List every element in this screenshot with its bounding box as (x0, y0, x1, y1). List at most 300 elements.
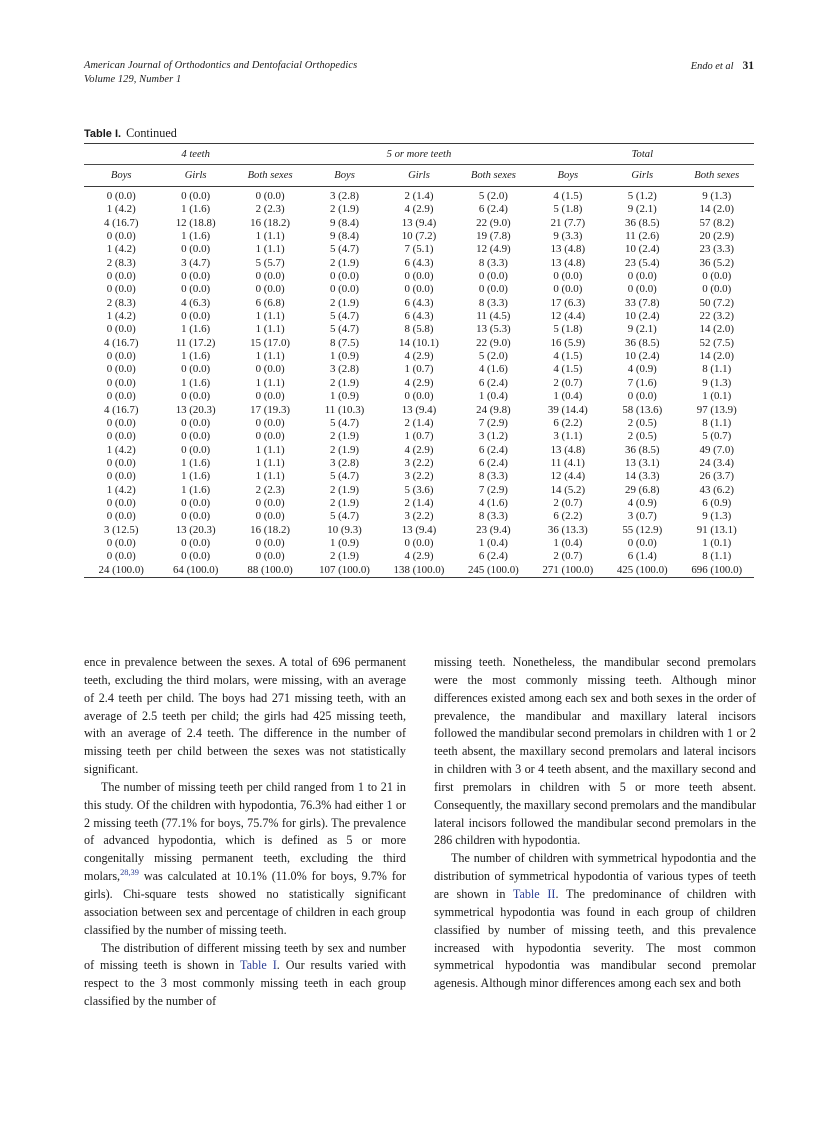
table-cell: 22 (3.2) (699, 310, 734, 323)
table-cell: 20 (2.9) (699, 230, 734, 243)
table-cell: 50 (7.2) (699, 296, 734, 309)
table-bottom-rule (84, 577, 754, 578)
table-cell: 0 (0.0) (255, 390, 285, 403)
table-row (84, 484, 754, 497)
paragraph-left-2-part-a: The number of missing teeth per child ranged from 1 to 21 in this study. Of the children with hypodontia, 76.3% had either 1 or 2 missing teeth (77.1% for boys, 75.7% for girls). The prevalence of advanced hypodontia, which is defined as 5 or more congenitally missing permanent teeth, excluding the third molars, (84, 779, 406, 884)
table-row (84, 257, 754, 270)
column-header-row (84, 165, 754, 187)
table-cell: 2 (1.9) (330, 443, 360, 456)
table-cell: 13 (9.4) (401, 216, 437, 229)
table-cell: 1 (4.2) (106, 310, 136, 323)
table-cell: 26 (3.7) (699, 470, 734, 483)
table-cell: 1 (0.9) (330, 536, 360, 549)
table-cell: 11 (2.6) (625, 230, 660, 243)
table-cell: 6 (1.4) (627, 550, 657, 563)
table-cell: 13 (20.3) (175, 403, 216, 416)
table-row (84, 404, 754, 417)
table-cell: 3 (12.5) (103, 523, 139, 536)
table-cell: 8 (7.5) (330, 336, 360, 349)
table-cell: 7 (2.9) (478, 416, 508, 429)
table-cell: 0 (0.0) (181, 190, 211, 202)
group-header-total: Total (531, 144, 754, 165)
table-body (84, 187, 754, 577)
group-header-4-teeth: 4 teeth (84, 144, 307, 165)
table-row (84, 230, 754, 243)
table-cell: 0 (0.0) (181, 390, 211, 403)
table-cell: 36 (13.3) (547, 523, 588, 536)
col-header-bothsexes-total: Both sexes (680, 165, 755, 187)
table-total-cell: 24 (100.0) (98, 563, 144, 576)
table-cell: 1 (1.6) (181, 230, 211, 243)
table-cell: 7 (1.6) (627, 376, 657, 389)
article-authors: Endo et al (690, 61, 734, 72)
col-header-bothsexes-4teeth: Both sexes (233, 165, 307, 187)
table-cell: 17 (19.3) (250, 403, 291, 416)
table-cell: 14 (2.0) (699, 203, 734, 216)
table-cell: 16 (5.9) (550, 336, 586, 349)
table-cell: 0 (0.0) (255, 416, 285, 429)
table-cell: 8 (3.3) (478, 470, 508, 483)
table-cell: 1 (0.4) (478, 536, 508, 549)
paragraph-left-1: ence in prevalence between the sexes. A total of 696 permanent teeth, excluding the third molars, were missing, with an average of 2.4 teeth per child. The boys had 271 missing teeth, with an average of 2.5 teeth per child; the girls had 425 missing teeth, with an average of 2.4 teeth. The difference in the number of missing teeth per child between the sexes was not statistically significant. (84, 655, 406, 777)
table-cell: 1 (0.9) (330, 390, 360, 403)
table-cell: 0 (0.0) (106, 510, 136, 523)
col-header-bothsexes-5ormore: Both sexes (456, 165, 530, 187)
table-cell: 3 (1.1) (553, 430, 583, 443)
table-cell: 1 (1.1) (255, 376, 285, 389)
table-cell: 55 (12.9) (622, 523, 663, 536)
table-cell: 33 (7.8) (625, 296, 660, 309)
table-cell: 5 (4.7) (330, 323, 360, 336)
table-cell: 6 (2.2) (553, 510, 583, 523)
table-cell: 0 (0.0) (106, 536, 136, 549)
table-cell: 0 (0.0) (627, 390, 657, 403)
table-row (84, 350, 754, 363)
table-cell: 4 (1.6) (478, 496, 508, 509)
table-cell: 0 (0.0) (404, 390, 434, 403)
table-cell: 17 (6.3) (550, 296, 586, 309)
table-total-cell: 64 (100.0) (172, 563, 219, 576)
table-cell: 0 (0.0) (181, 283, 211, 296)
table-cell: 0 (0.0) (255, 283, 285, 296)
table-cell: 2 (1.9) (330, 550, 360, 563)
table-cell: 0 (0.0) (181, 510, 211, 523)
table-cell: 4 (1.5) (553, 190, 583, 202)
table-cell: 4 (2.9) (404, 550, 434, 563)
table-cell: 9 (1.3) (702, 190, 732, 202)
table-cell: 1 (0.7) (404, 430, 434, 443)
table-cell: 91 (13.1) (696, 523, 737, 536)
table-row (84, 417, 754, 430)
table-cell: 21 (7.7) (550, 216, 586, 229)
table-cell: 1 (1.1) (255, 310, 285, 323)
col-header-girls-5ormore: Girls (382, 165, 456, 187)
table-cell: 58 (13.6) (622, 403, 663, 416)
table-cell: 49 (7.0) (699, 443, 734, 456)
table-cell: 0 (0.0) (255, 510, 285, 523)
table-cell: 1 (1.1) (255, 243, 285, 256)
table-total-cell: 271 (100.0) (542, 563, 594, 576)
table-cell: 0 (0.0) (106, 350, 136, 363)
table-cell: 24 (9.8) (476, 403, 511, 416)
table-cell: 1 (1.1) (255, 456, 285, 469)
table-cell: 8 (3.3) (478, 510, 508, 523)
table-cell: 4 (2.9) (404, 203, 434, 216)
table-cell: 5 (2.0) (478, 190, 508, 202)
table-cell: 12 (4.9) (476, 243, 511, 256)
running-head (84, 59, 754, 93)
table-cell: 3 (2.8) (330, 456, 360, 469)
table-cell: 1 (0.4) (553, 536, 583, 549)
col-header-boys-5ormore: Boys (307, 165, 381, 187)
table-cell: 29 (6.8) (625, 483, 660, 496)
table-cell: 1 (1.1) (255, 323, 285, 336)
table-cell: 13 (3.1) (625, 456, 660, 469)
table-cell: 3 (2.2) (404, 470, 434, 483)
page-number: 31 (742, 60, 754, 72)
table-cell: 0 (0.0) (404, 283, 434, 296)
table-cell: 0 (0.0) (106, 323, 136, 336)
col-header-boys-total: Boys (531, 165, 605, 187)
table-row (84, 550, 754, 563)
paragraph-left-2 (84, 779, 406, 940)
table-cell: 13 (9.4) (401, 523, 437, 536)
table-cell: 5 (4.7) (330, 510, 360, 523)
paragraph-left-3-part-b: . Our results varied with respect to the 3 most commonly missing teeth in each group classified by the number of (84, 958, 406, 1009)
table-cell: 0 (0.0) (553, 270, 583, 283)
table-cell: 5 (4.7) (330, 416, 360, 429)
table-2-crossref-link[interactable]: Table II (512, 886, 556, 901)
table-cell: 1 (0.4) (553, 390, 583, 403)
table-cell: 13 (20.3) (175, 523, 216, 536)
table-cell: 0 (0.0) (478, 283, 508, 296)
table-head (84, 144, 754, 187)
table-cell: 0 (0.0) (106, 270, 136, 283)
table-cell: 5 (3.6) (404, 483, 434, 496)
col-header-girls-total: Girls (605, 165, 679, 187)
table-cell: 16 (18.2) (250, 216, 291, 229)
table-cell: 2 (0.7) (553, 376, 583, 389)
journal-title-block (84, 59, 357, 87)
paragraph-right-2-part-a: The number of children with symmetrical hypodontia and the distribution of symmetrical hypodontia of various types of teeth are shown in (434, 851, 756, 901)
table-total-cell: 696 (100.0) (691, 563, 743, 576)
table-cell: 1 (1.6) (181, 203, 211, 216)
table-cell: 1 (1.6) (181, 456, 211, 469)
table-cell: 0 (0.0) (106, 390, 136, 403)
table-cell: 9 (8.4) (330, 216, 360, 229)
group-header-5-or-more: 5 or more teeth (307, 144, 530, 165)
table-cell: 13 (4.8) (550, 243, 586, 256)
table-cell: 2 (0.7) (553, 496, 583, 509)
table-cell: 3 (2.2) (404, 456, 434, 469)
table-cell: 6 (4.3) (404, 310, 434, 323)
table-cell: 4 (1.5) (553, 363, 583, 376)
table-cell: 0 (0.0) (330, 270, 360, 283)
table-cell: 9 (1.3) (702, 510, 732, 523)
table-cell: 5 (2.0) (478, 350, 508, 363)
table-cell: 12 (4.4) (550, 470, 586, 483)
col-header-girls-4teeth: Girls (158, 165, 232, 187)
table-cell: 11 (4.5) (476, 310, 511, 323)
table-cell: 0 (0.0) (627, 270, 657, 283)
table-cell: 0 (0.0) (106, 550, 136, 563)
table-cell: 1 (4.2) (106, 203, 136, 216)
table-cell: 5 (1.8) (553, 323, 583, 336)
table-cell: 6 (2.4) (478, 443, 508, 456)
table-cell: 11 (4.1) (550, 456, 585, 469)
table-cell: 2 (1.4) (404, 190, 434, 202)
table-cell: 11 (10.3) (324, 403, 365, 416)
table-cell: 0 (0.0) (181, 430, 211, 443)
table-cell: 9 (2.1) (627, 323, 657, 336)
table-cell: 2 (1.9) (330, 496, 360, 509)
table-cell: 0 (0.0) (181, 416, 211, 429)
table-cell: 0 (0.0) (106, 283, 136, 296)
table-cell: 6 (4.3) (404, 296, 434, 309)
table-cell: 8 (1.1) (702, 363, 732, 376)
table-cell: 10 (2.4) (625, 350, 660, 363)
table-row (84, 390, 754, 403)
table-cell: 4 (2.9) (404, 376, 434, 389)
table-cell: 3 (2.8) (330, 363, 360, 376)
table-cell: 0 (0.0) (106, 363, 136, 376)
table-cell: 0 (0.0) (106, 376, 136, 389)
table-cell: 4 (1.5) (553, 350, 583, 363)
table-cell: 1 (1.1) (255, 350, 285, 363)
table-row (84, 217, 754, 230)
table-cell: 4 (16.7) (103, 403, 139, 416)
table-cell: 0 (0.0) (181, 443, 211, 456)
table-cell: 1 (1.6) (181, 376, 211, 389)
table-row (84, 283, 754, 296)
table-cell: 10 (7.2) (401, 230, 437, 243)
table-total-cell: 88 (100.0) (247, 563, 293, 576)
table-cell: 0 (0.0) (181, 363, 211, 376)
group-header-row (84, 144, 754, 165)
table-cell: 2 (8.3) (106, 296, 136, 309)
table-cell: 0 (0.0) (181, 310, 211, 323)
table-cell: 3 (0.7) (627, 510, 657, 523)
body-column-right (434, 654, 756, 993)
table-cell: 5 (1.2) (627, 190, 657, 202)
table-cell: 19 (7.8) (476, 230, 511, 243)
table-cell: 6 (2.4) (478, 550, 508, 563)
table-cell: 24 (3.4) (699, 456, 734, 469)
table-cell: 0 (0.0) (106, 456, 136, 469)
table-cell: 3 (2.8) (330, 190, 360, 202)
table-1-crossref-link[interactable]: Table I (240, 958, 277, 973)
table-cell: 2 (1.9) (330, 483, 360, 496)
table-cell: 14 (2.0) (699, 350, 734, 363)
table-cell: 0 (0.0) (627, 283, 657, 296)
table-total-cell: 138 (100.0) (393, 563, 445, 576)
table-row (84, 457, 754, 470)
table-cell: 4 (0.9) (627, 496, 657, 509)
journal-title: American Journal of Orthodontics and Dentofacial Orthopedics (84, 60, 358, 71)
table-cell: 8 (3.3) (478, 256, 508, 269)
table-cell: 0 (0.0) (181, 550, 211, 563)
col-header-boys-4teeth: Boys (84, 165, 158, 187)
table-cell: 1 (0.9) (330, 350, 360, 363)
table-cell: 8 (1.1) (702, 416, 732, 429)
table-cell: 5 (0.7) (702, 430, 732, 443)
table-cell: 0 (0.0) (330, 283, 360, 296)
table-caption (84, 126, 177, 141)
table-cell: 0 (0.0) (404, 270, 434, 283)
table-cell: 57 (8.2) (699, 216, 734, 229)
table-cell: 1 (1.6) (181, 350, 211, 363)
table-1-continued (84, 143, 754, 578)
table-cell: 13 (9.4) (401, 403, 437, 416)
table-row (84, 444, 754, 457)
table-cell: 2 (1.9) (330, 203, 360, 216)
table-row (84, 203, 754, 216)
table-cell: 5 (4.7) (330, 243, 360, 256)
table-cell: 0 (0.0) (702, 283, 732, 296)
table-cell: 0 (0.0) (181, 243, 211, 256)
paragraph-left-3-part-a: The distribution of different missing teeth by sex and number of missing teeth is shown in (84, 940, 406, 973)
table-cell: 1 (1.6) (181, 483, 211, 496)
table-foot (84, 577, 754, 578)
table-cell: 0 (0.0) (106, 230, 136, 243)
table-cell: 10 (9.3) (327, 523, 362, 536)
table-cell: 13 (5.3) (476, 323, 511, 336)
table-cell: 9 (8.4) (330, 230, 360, 243)
table-cell: 0 (0.0) (106, 470, 136, 483)
table-cell: 4 (16.7) (103, 216, 139, 229)
table-row (84, 323, 754, 336)
table-row (84, 337, 754, 350)
table-cell: 0 (0.0) (478, 270, 508, 283)
table-cell: 14 (5.2) (550, 483, 586, 496)
table-cell: 2 (1.9) (330, 296, 360, 309)
table-cell: 12 (4.4) (550, 310, 586, 323)
table-cell: 36 (8.5) (625, 216, 660, 229)
paragraph-right-2-part-b: . The predominance of children with symmetrical hypodontia was found in each group of children classified by number of missing teeth, and this prevalence increased with hypodontia severity. The most common symmetrical hypodontia was mandibular second premolar agenesis. Although minor differences among each sex and both (434, 886, 756, 991)
table-cell: 3 (4.7) (181, 256, 211, 269)
table-cell: 0 (0.0) (181, 270, 211, 283)
table-cell: 0 (0.0) (255, 270, 285, 283)
table-cell: 16 (18.2) (250, 523, 291, 536)
table-cell: 9 (1.3) (702, 376, 732, 389)
table-cell: 7 (2.9) (478, 483, 508, 496)
table-cell: 6 (2.4) (478, 456, 508, 469)
table-cell: 1 (4.2) (106, 483, 136, 496)
table-cell: 0 (0.0) (404, 536, 434, 549)
table-cell: 10 (2.4) (625, 243, 660, 256)
table-cell: 0 (0.0) (255, 363, 285, 376)
table-cell: 5 (1.8) (553, 203, 583, 216)
table-cell: 52 (7.5) (699, 336, 734, 349)
table-cell: 0 (0.0) (181, 536, 211, 549)
table-cell: 0 (0.0) (255, 496, 285, 509)
table-cell: 8 (5.8) (404, 323, 434, 336)
table-cell: 6 (0.9) (702, 496, 732, 509)
table-row (84, 470, 754, 483)
table-cell: 6 (2.2) (553, 416, 583, 429)
table-row (84, 524, 754, 537)
table-total-cell: 107 (100.0) (319, 563, 370, 576)
table-cell: 15 (17.0) (250, 336, 291, 349)
table-cell: 14 (2.0) (699, 323, 734, 336)
table-row (84, 510, 754, 523)
table-cell: 1 (4.2) (106, 443, 136, 456)
table-row (84, 537, 754, 550)
table-row (84, 310, 754, 323)
table-cell: 0 (0.0) (181, 496, 211, 509)
table-cell: 0 (0.0) (702, 270, 732, 283)
table-cell: 3 (1.2) (478, 430, 508, 443)
table-total-cell: 425 (100.0) (616, 563, 668, 576)
data-table (84, 143, 754, 578)
table-caption-label: Table I. (84, 128, 122, 140)
table-cell: 0 (0.0) (255, 536, 285, 549)
table-cell: 2 (1.4) (404, 416, 434, 429)
table-cell: 2 (1.4) (404, 496, 434, 509)
table-cell: 14 (10.1) (399, 336, 439, 349)
table-cell: 2 (2.3) (255, 483, 285, 496)
table-cell: 5 (4.7) (330, 470, 360, 483)
table-cell: 0 (0.0) (106, 190, 136, 202)
table-cell: 2 (1.9) (330, 376, 360, 389)
table-cell: 39 (14.4) (547, 403, 588, 416)
table-cell: 36 (8.5) (625, 443, 660, 456)
table-cell: 14 (3.3) (625, 470, 660, 483)
table-cell: 0 (0.0) (627, 536, 657, 549)
table-cell: 7 (5.1) (404, 243, 434, 256)
table-cell: 2 (8.3) (106, 256, 136, 269)
table-cell: 11 (17.2) (175, 336, 216, 349)
table-cell: 9 (3.3) (553, 230, 583, 243)
body-text (84, 654, 756, 1054)
table-cell: 6 (2.4) (478, 376, 508, 389)
table-row (84, 243, 754, 256)
paragraph-right-2 (434, 850, 756, 993)
table-row (84, 187, 754, 204)
table-cell: 8 (3.3) (478, 296, 508, 309)
table-cell: 10 (2.4) (625, 310, 660, 323)
table-cell: 0 (0.0) (255, 430, 285, 443)
table-cell: 1 (0.7) (404, 363, 434, 376)
table-cell: 4 (0.9) (627, 363, 657, 376)
citation-reference[interactable]: 28,39 (120, 868, 139, 878)
table-cell: 4 (1.6) (478, 363, 508, 376)
table-cell: 4 (6.3) (181, 296, 211, 309)
running-head-right (691, 59, 754, 74)
table-row (84, 270, 754, 283)
table-row (84, 497, 754, 510)
table-cell: 5 (5.7) (255, 256, 285, 269)
table-cell: 36 (5.2) (699, 256, 734, 269)
table-cell: 4 (16.7) (103, 336, 139, 349)
table-cell: 0 (0.0) (106, 496, 136, 509)
table-cell: 4 (2.9) (404, 350, 434, 363)
table-cell: 8 (1.1) (702, 550, 732, 563)
table-row (84, 363, 754, 376)
table-cell: 43 (6.2) (699, 483, 734, 496)
table-cell: 22 (9.0) (476, 216, 511, 229)
table-total-cell: 245 (100.0) (467, 563, 519, 576)
table-cell: 1 (1.1) (255, 470, 285, 483)
table-cell: 6 (4.3) (404, 256, 434, 269)
table-cell: 2 (0.5) (627, 416, 657, 429)
table-cell: 3 (2.2) (404, 510, 434, 523)
paragraph-left-2-part-b: was calculated at 10.1% (11.0% for boys, 9.7% for girls). Chi-square tests showed no statistically significant association between sex and percentage of children in each group classified by the number of missing teeth. (84, 869, 406, 937)
table-cell: 2 (1.9) (330, 430, 360, 443)
table-cell: 1 (0.1) (702, 390, 732, 403)
table-cell: 0 (0.0) (106, 430, 136, 443)
table-cell: 0 (0.0) (553, 283, 583, 296)
